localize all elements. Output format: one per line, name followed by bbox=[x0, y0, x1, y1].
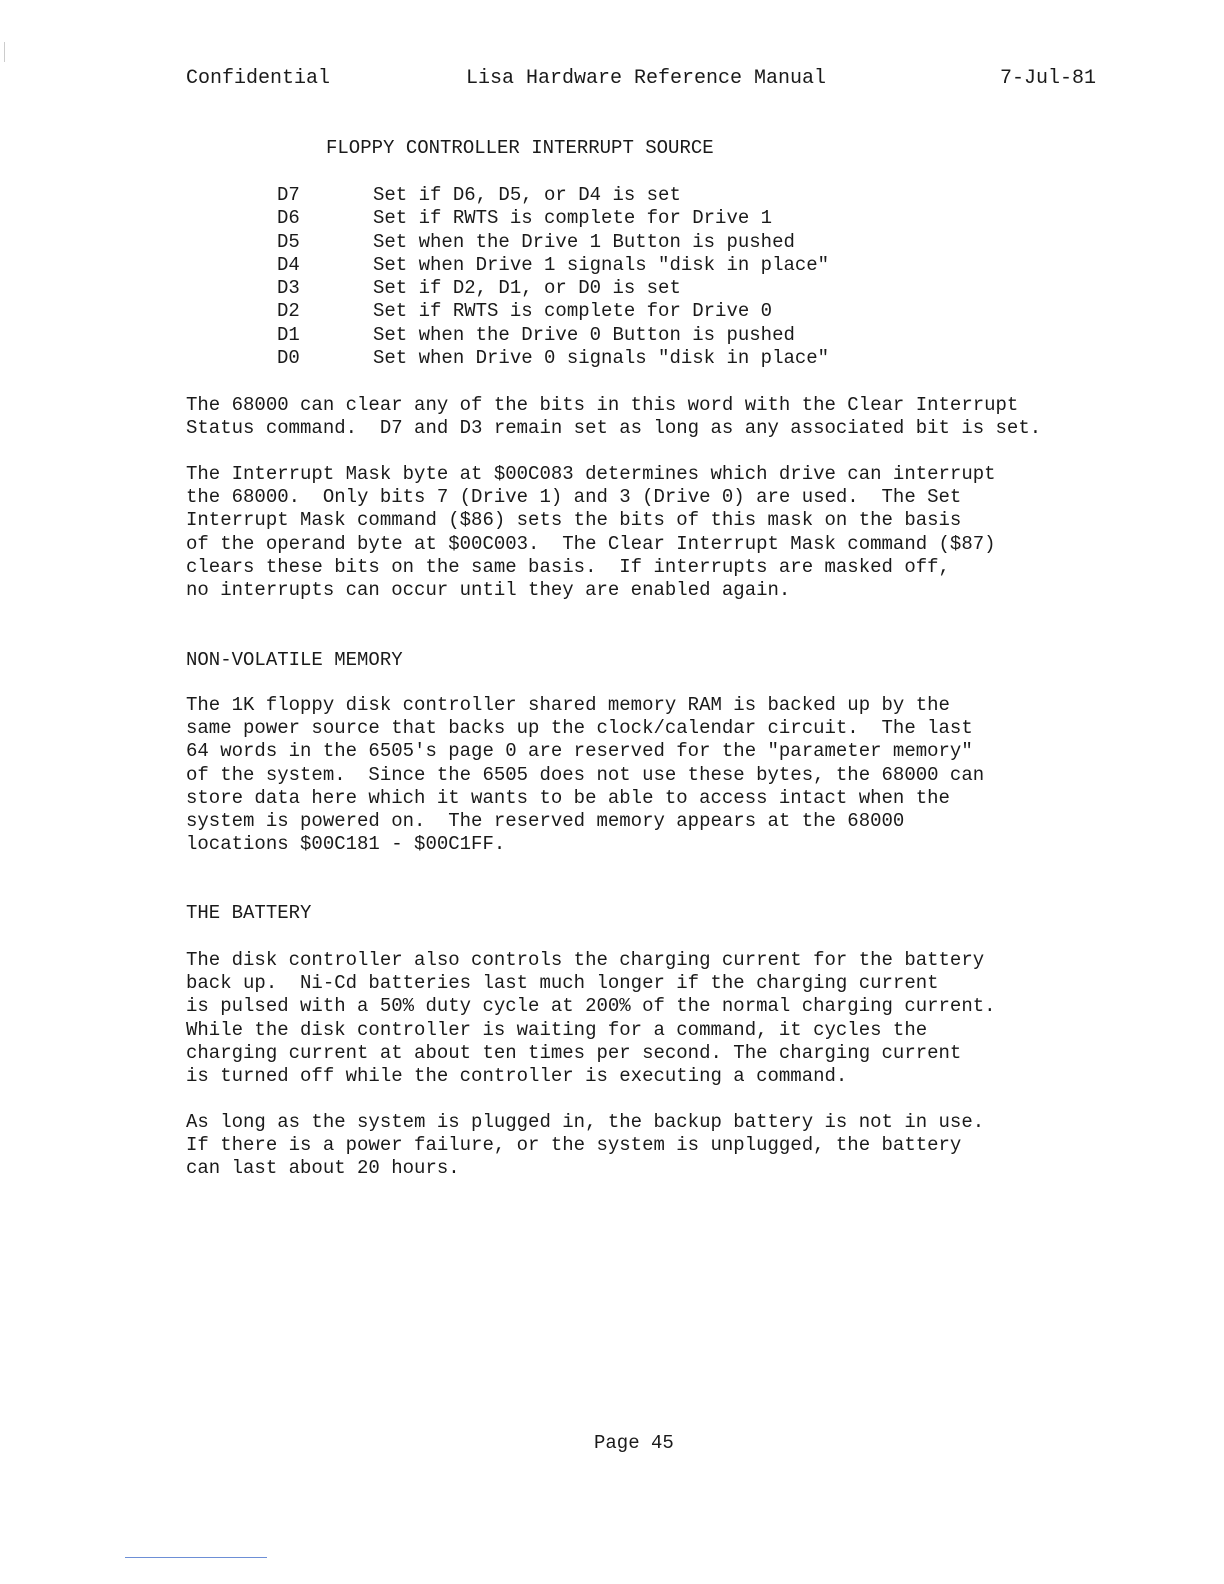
battery-section-title: THE BATTERY bbox=[186, 902, 312, 924]
text-line: of the system. Since the 6505 does not use these bytes, the 68000 can bbox=[186, 763, 985, 786]
clear-interrupt-paragraph bbox=[186, 394, 1086, 440]
header-document-title: Lisa Hardware Reference Manual bbox=[466, 67, 827, 90]
bit-row bbox=[277, 254, 829, 277]
text-line: If there is a power failure, or the system is unplugged, the battery bbox=[186, 1134, 962, 1157]
bottom-divider bbox=[125, 1557, 267, 1558]
floppy-section-title: FLOPPY CONTROLLER INTERRUPT SOURCE bbox=[326, 137, 714, 159]
battery-backup-paragraph bbox=[186, 1111, 1086, 1181]
header-confidential: Confidential bbox=[186, 67, 331, 90]
bit-name: D6 bbox=[277, 207, 300, 230]
text-line: The 1K floppy disk controller shared memory RAM is backed up by the bbox=[186, 694, 950, 716]
bit-description: Set when Drive 0 signals "disk in place" bbox=[373, 347, 830, 370]
bit-row bbox=[277, 184, 829, 207]
bit-description: Set if D6, D5, or D4 is set bbox=[373, 184, 681, 206]
bit-row bbox=[277, 231, 829, 254]
margin-mark bbox=[4, 42, 5, 62]
text-line: locations $00C181 - $00C1FF. bbox=[186, 833, 506, 856]
bit-row bbox=[277, 300, 829, 323]
bit-name: D3 bbox=[277, 277, 300, 300]
interrupt-mask-paragraph bbox=[186, 463, 1086, 602]
text-line: Status command. D7 and D3 remain set as long as any associated bit is set. bbox=[186, 417, 1042, 440]
text-line: While the disk controller is waiting for a command, it cycles the bbox=[186, 1018, 928, 1041]
page-number: Page 45 bbox=[594, 1432, 674, 1454]
text-line: no interrupts can occur until they are enabled again. bbox=[186, 578, 791, 601]
bit-description: Set if RWTS is complete for Drive 1 bbox=[373, 207, 773, 230]
header-date: 7-Jul-81 bbox=[999, 67, 1096, 90]
battery-charging-paragraph bbox=[186, 949, 1086, 1088]
text-line: clears these bits on the same basis. If interrupts are masked off, bbox=[186, 555, 950, 578]
text-line: charging current at about ten times per second. The charging current bbox=[186, 1041, 962, 1064]
nvm-paragraph bbox=[186, 694, 1086, 856]
bit-name: D2 bbox=[277, 300, 300, 323]
text-line: The Interrupt Mask byte at $00C083 determines which drive can interrupt bbox=[186, 463, 996, 485]
text-line: can last about 20 hours. bbox=[186, 1157, 460, 1180]
bit-description: Set if RWTS is complete for Drive 0 bbox=[373, 300, 773, 323]
bit-name: D0 bbox=[277, 347, 300, 370]
bit-row bbox=[277, 324, 829, 347]
bit-row bbox=[277, 277, 829, 300]
nvm-section-title: NON-VOLATILE MEMORY bbox=[186, 649, 403, 671]
text-line: the 68000. Only bits 7 (Drive 1) and 3 (Drive 0) are used. The Set bbox=[186, 486, 962, 509]
text-line: is turned off while the controller is executing a command. bbox=[186, 1064, 848, 1087]
text-line: of the operand byte at $00C003. The Clear Interrupt Mask command ($87) bbox=[186, 532, 996, 555]
text-line: is pulsed with a 50% duty cycle at 200% of the normal charging current. bbox=[186, 995, 996, 1018]
text-line: The disk controller also controls the charging current for the battery bbox=[186, 949, 985, 971]
text-line: back up. Ni-Cd batteries last much longer if the charging current bbox=[186, 972, 939, 995]
text-line: As long as the system is plugged in, the backup battery is not in use. bbox=[186, 1111, 985, 1133]
interrupt-bits-table bbox=[277, 184, 829, 370]
bit-row bbox=[277, 207, 829, 230]
text-line: store data here which it wants to be able to access intact when the bbox=[186, 786, 950, 809]
text-line: Interrupt Mask command ($86) sets the bits of this mask on the basis bbox=[186, 509, 962, 532]
text-line: The 68000 can clear any of the bits in this word with the Clear Interrupt bbox=[186, 394, 1019, 416]
bit-description: Set when Drive 1 signals "disk in place" bbox=[373, 253, 830, 276]
bit-description: Set when the Drive 1 Button is pushed bbox=[373, 230, 795, 253]
bit-row bbox=[277, 347, 829, 370]
text-line: system is powered on. The reserved memory appears at the 68000 bbox=[186, 809, 905, 832]
text-line: 64 words in the 6505's page 0 are reserved for the "parameter memory" bbox=[186, 740, 973, 763]
bit-name: D5 bbox=[277, 230, 300, 253]
bit-description: Set when the Drive 0 Button is pushed bbox=[373, 323, 795, 346]
bit-name: D1 bbox=[277, 323, 300, 346]
text-line: same power source that backs up the clock/calendar circuit. The last bbox=[186, 717, 973, 740]
bit-name: D4 bbox=[277, 253, 300, 276]
bit-name: D7 bbox=[277, 184, 300, 206]
bit-description: Set if D2, D1, or D0 is set bbox=[373, 277, 681, 300]
